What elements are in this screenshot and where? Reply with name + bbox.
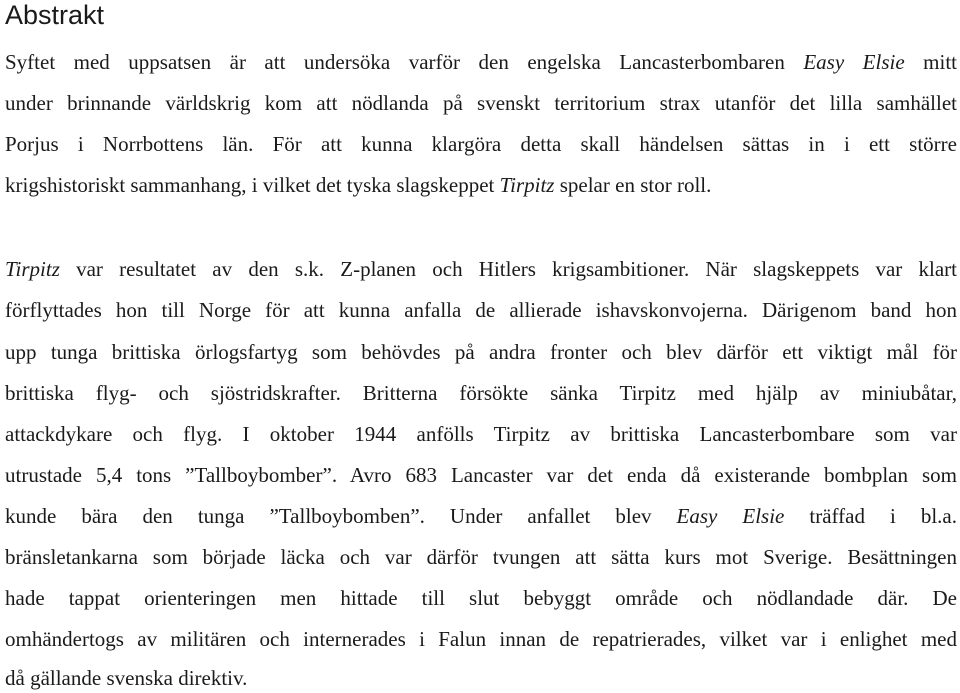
italic-title: Tirpitz xyxy=(5,257,60,281)
text-line xyxy=(5,254,957,284)
text-segment: förflyttades hon till Norge för att kunna anfalla de allierade ishavskonvojerna. Därigenom band hon xyxy=(5,298,957,322)
text-segment: upp tunga brittiska örlogsfartyg som behövdes på andra fronter och blev därför ett viktigt mål för xyxy=(5,340,957,364)
text-line xyxy=(5,663,957,693)
text-segment: attackdykare och flyg. I oktober 1944 anfölls Tirpitz av brittiska Lancasterbombare som var xyxy=(5,422,957,446)
text-segment: mitt xyxy=(904,50,958,74)
text-line xyxy=(5,378,957,408)
text-line xyxy=(5,47,957,77)
italic-title: Easy Elsie xyxy=(803,50,905,74)
text-line xyxy=(5,501,957,531)
text-segment: hade tappat orienteringen men hittade till slut bebyggt område och nödlandade där. De xyxy=(5,586,957,610)
text-segment: brittiska flyg- och sjöstridskrafter. Britterna försökte sänka Tirpitz med hjälp av miniubåtar, xyxy=(5,381,957,405)
text-segment: då gällande svenska direktiv. xyxy=(5,666,248,690)
text-line xyxy=(5,460,957,490)
text-line xyxy=(5,295,957,325)
text-segment: spelar en stor roll. xyxy=(554,173,712,197)
text-segment: under brinnande världskrig kom att nödlanda på svenskt territorium strax utanför det lilla samhället xyxy=(5,91,957,115)
text-segment: omhändertogs av militären och internerades i Falun innan de repatrierades, vilket var i enlighet med xyxy=(5,627,957,651)
text-segment: kunde bära den tunga ”Tallboybomben”. Under anfallet blev xyxy=(5,504,677,528)
text-line xyxy=(5,170,957,200)
italic-title: Tirpitz xyxy=(499,173,555,197)
text-segment: Syftet med uppsatsen är att undersöka varför den engelska Lancasterbombaren xyxy=(5,50,804,74)
text-line xyxy=(5,129,957,159)
text-segment: utrustade 5,4 tons ”Tallboybomber”. Avro 683 Lancaster var det enda då existerande bombplan som xyxy=(5,463,957,487)
text-line xyxy=(5,419,957,449)
page-title: Abstrakt xyxy=(5,0,105,30)
text-segment: Porjus i Norrbottens län. För att kunna klargöra detta skall händelsen sättas in i ett större xyxy=(5,132,957,156)
text-line xyxy=(5,624,957,654)
text-segment: var resultatet av den s.k. Z-planen och Hitlers krigsambitioner. När slagskeppets var klart xyxy=(59,257,957,281)
text-line xyxy=(5,88,957,118)
italic-title: Easy Elsie xyxy=(676,504,785,528)
text-segment: bränsletankarna som började läcka och var därför tvungen att sätta kurs mot Sverige. Besättningen xyxy=(5,545,957,569)
text-segment: träffad i bl.a. xyxy=(784,504,957,528)
text-segment: krigshistoriskt sammanhang, i vilket det tyska slagskeppet xyxy=(5,173,500,197)
text-line xyxy=(5,337,957,367)
text-line xyxy=(5,583,957,613)
text-line xyxy=(5,542,957,572)
